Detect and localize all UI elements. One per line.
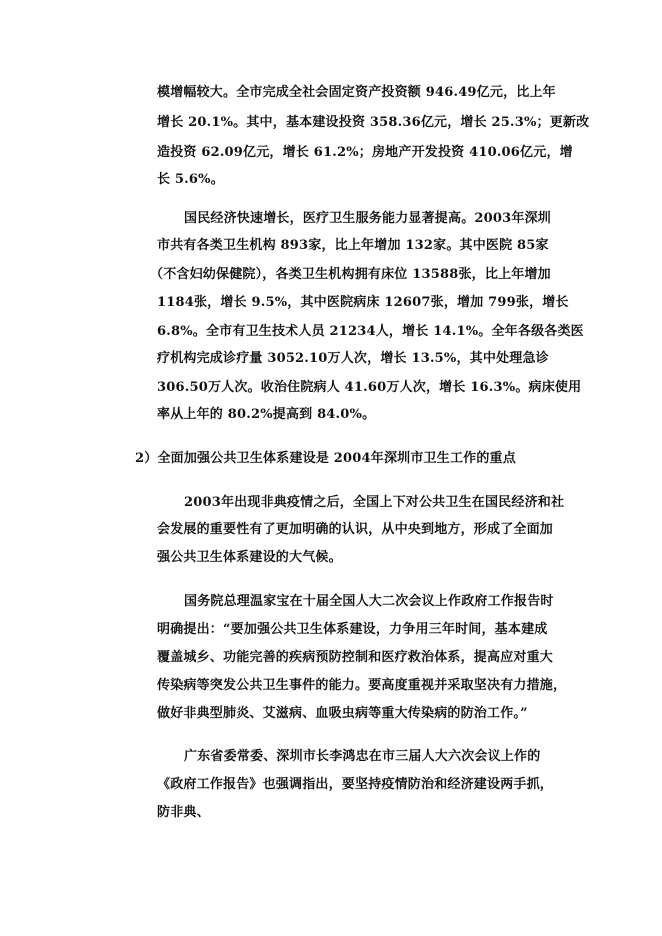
text-line: （不含妇幼保健院），各类卫生机构拥有床位 13588张，比上年增加 bbox=[150, 267, 551, 282]
text-line: 会发展的重要性有了更加明确的认识，从中央到地方，形成了全面加 bbox=[157, 522, 554, 537]
text-line: 广东省委常委、深圳市长李鸿忠在市三届人大六次会议上作的 bbox=[184, 749, 541, 764]
section-heading: 2）全面加强公共卫生体系建设是 2004年深圳市卫生工作的重点 bbox=[135, 451, 516, 466]
text-line: 国民经济快速增长，医疗卫生服务能力显著提高。2003年深圳 bbox=[184, 211, 551, 226]
text-line: 306.50万人次。收治住院病人 41.60万人次，增长 16.3%。病床使用 bbox=[157, 380, 582, 395]
text-line: 造投资 62.09亿元，增长 61.2%；房地产开发投资 410.06亿元，增 bbox=[157, 145, 573, 160]
text-line: 2003年出现非典疫情之后，全国上下对公共卫生在国民经济和社 bbox=[184, 495, 565, 510]
text-line: 疗机构完成诊疗量 3052.10万人次，增长 13.5%，其中处理急诊 bbox=[157, 351, 549, 366]
text-line: 明确提出：“要加强公共卫生体系建设，力争用三年时间，基本建成 bbox=[157, 622, 548, 637]
text-line: 覆盖城乡、功能完善的疾病预防控制和医疗救治体系，提高应对重大 bbox=[157, 650, 554, 665]
text-line: 1184张，增长 9.5%，其中医院病床 12607张，增加 799张，增长 bbox=[157, 295, 569, 310]
text-line: 强公共卫生体系建设的大气候。 bbox=[157, 550, 342, 565]
text-line: 长 5.6%。 bbox=[157, 172, 224, 187]
text-line: 《政府工作报告》也强调指出，要坚持疫情防治和经济建设两手抓， bbox=[157, 777, 554, 792]
text-line: 国务院总理温家宝在十届全国人大二次会议上作政府工作报告时 bbox=[184, 594, 554, 609]
text-line: 市共有各类卫生机构 893家，比上年增加 132家。其中医院 85家 bbox=[157, 238, 549, 253]
text-line: 做好非典型肺炎、艾滋病、血吸虫病等重大传染病的防治工作。” bbox=[157, 706, 528, 721]
text-line: 模增幅较大。全市完成全社会固定资产投资额 946.49亿元，比上年 bbox=[157, 85, 556, 100]
text-line: 防非典、 bbox=[157, 805, 210, 820]
text-line: 增长 20.1%。其中，基本建设投资 358.36亿元，增长 25.3%；更新改 bbox=[157, 115, 590, 130]
text-line: 6.8%。全市有卫生技术人员 21234人，增长 14.1%。全年各级各类医 bbox=[157, 324, 584, 339]
text-line: 传染病等突发公共卫生事件的能力。要高度重视并采取坚决有力措施， bbox=[157, 678, 567, 693]
text-line: 率从上年的 80.2%提高到 84.0%。 bbox=[157, 407, 376, 422]
